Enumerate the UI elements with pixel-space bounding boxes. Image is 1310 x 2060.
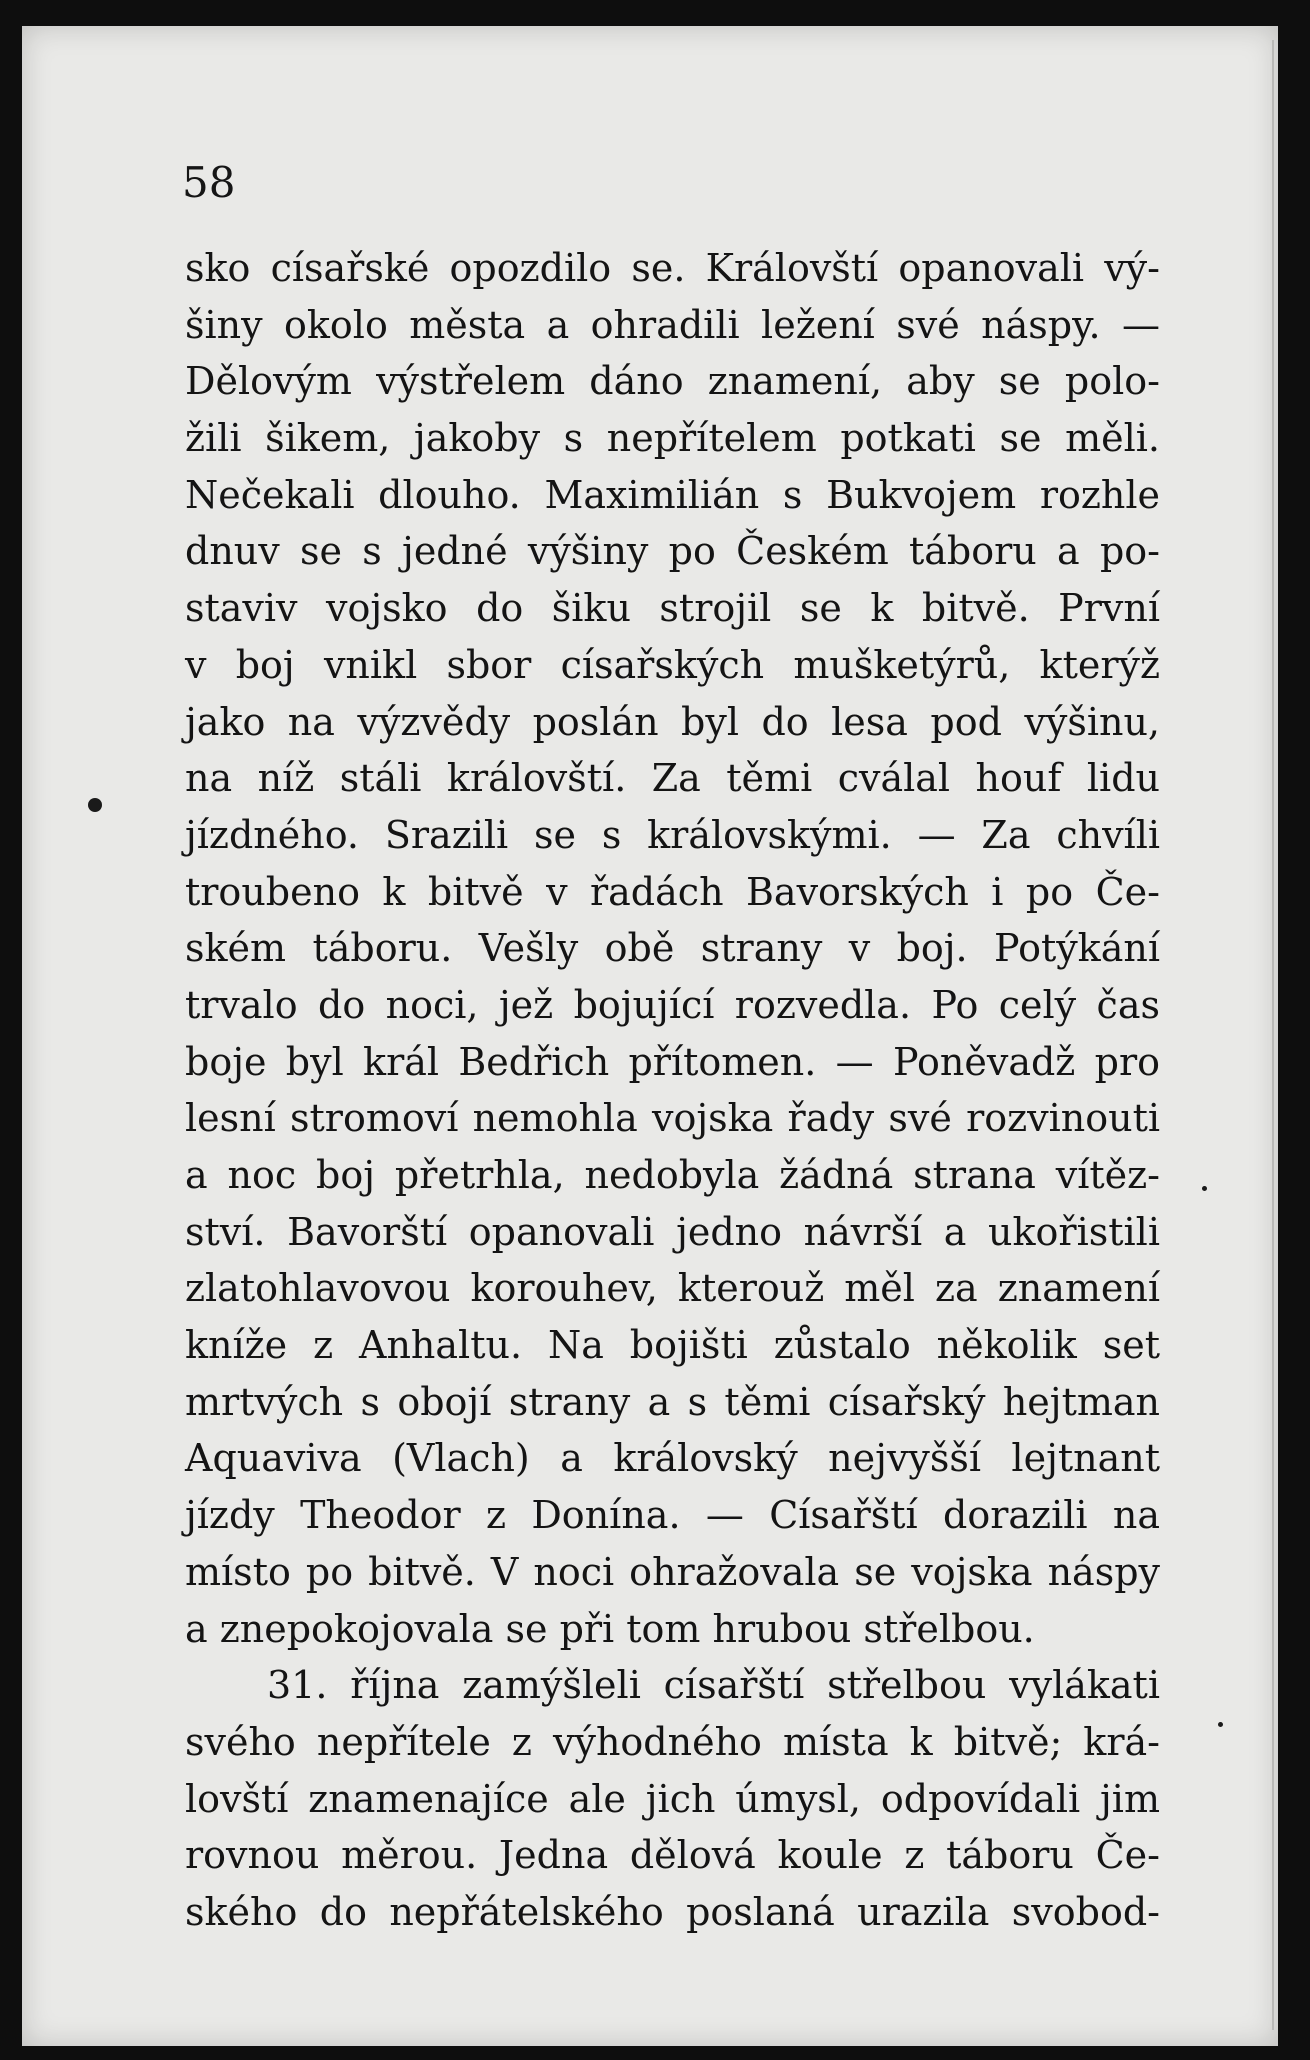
book-page	[22, 26, 1278, 2046]
text-line: boje byl král Bedřich přítomen. — Poněvadž pro	[185, 1039, 1160, 1084]
body-text	[185, 240, 1160, 1941]
text-line: žili šikem, jakoby s nepřítelem potkati se měli.	[185, 416, 1160, 461]
paragraph-start-line: 31. října zamýšleli císařští střelbou vylákati	[267, 1663, 1160, 1708]
page-edge	[1272, 40, 1274, 2030]
text-line: Aquaviva (Vlach) a královský nejvyšší lejtnant	[185, 1436, 1160, 1481]
text-line: místo po bitvě. V noci ohražovala se vojska náspy	[185, 1549, 1160, 1594]
text-line: dnuv se s jedné výšiny po Českém táboru a po-	[185, 529, 1160, 574]
text-line: ství. Bavorští opanovali jedno návrší a ukořistili	[185, 1209, 1160, 1254]
text-line: sko císařské opozdilo se. Královští opanovali vý-	[185, 246, 1160, 290]
text-line: a noc boj přetrhla, nedobyla žádná strana vítěz-	[185, 1153, 1160, 1197]
text-line: Nečekali dlouho. Maximilián s Bukvojem rozhle	[185, 472, 1160, 517]
ink-speck	[88, 798, 102, 812]
text-line: na níž stáli královští. Za těmi cválal houf lidu	[185, 756, 1160, 801]
text-line: staviv vojsko do šiku strojil se k bitvě. První	[185, 586, 1160, 631]
text-line: lovští znamenajíce ale jich úmysl, odpovídali jim	[185, 1776, 1160, 1821]
text-line: a znepokojovala se při tom hrubou střelbou.	[185, 1606, 1035, 1651]
text-line: ském táboru. Vešly obě strany v boj. Potýkání	[185, 926, 1160, 971]
text-line: v boj vnikl sbor císařských mušketýrů, kterýž	[185, 642, 1160, 687]
text-line: troubeno k bitvě v řadách Bavorských i po Če-	[185, 869, 1160, 914]
ink-speck	[1218, 1722, 1223, 1727]
text-line: kníže z Anhaltu. Na bojišti zůstalo několik set	[185, 1323, 1160, 1368]
text-line: jízdy Theodor z Donína. — Císařští dorazili na	[185, 1493, 1160, 1538]
text-line: lesní stromoví nemohla vojska řady své rozvinouti	[185, 1096, 1160, 1141]
page-number: 58	[182, 158, 236, 207]
text-line: rovnou měrou. Jedna dělová koule z táboru Če-	[185, 1833, 1160, 1878]
text-line: šiny okolo města a ohradili ležení své náspy. —	[185, 302, 1160, 347]
text-line: ského do nepřátelského poslaná urazila svobod-	[185, 1889, 1160, 1934]
text-line: zlatohlavovou korouhev, kterouž měl za znamení	[185, 1266, 1160, 1311]
text-line: mrtvých s obojí strany a s těmi císařský hejtman	[185, 1379, 1160, 1424]
text-line: Dělovým výstřelem dáno znamení, aby se polo-	[185, 359, 1160, 404]
text-line: trvalo do noci, jež bojující rozvedla. Po celý čas	[185, 982, 1160, 1027]
ink-speck	[1202, 1186, 1207, 1191]
text-line: svého nepřítele z výhodného místa k bitvě; krá-	[185, 1719, 1160, 1764]
text-line: jako na výzvědy poslán byl do lesa pod výšinu,	[185, 699, 1160, 744]
text-line: jízdného. Srazili se s královskými. — Za chvíli	[185, 812, 1160, 857]
